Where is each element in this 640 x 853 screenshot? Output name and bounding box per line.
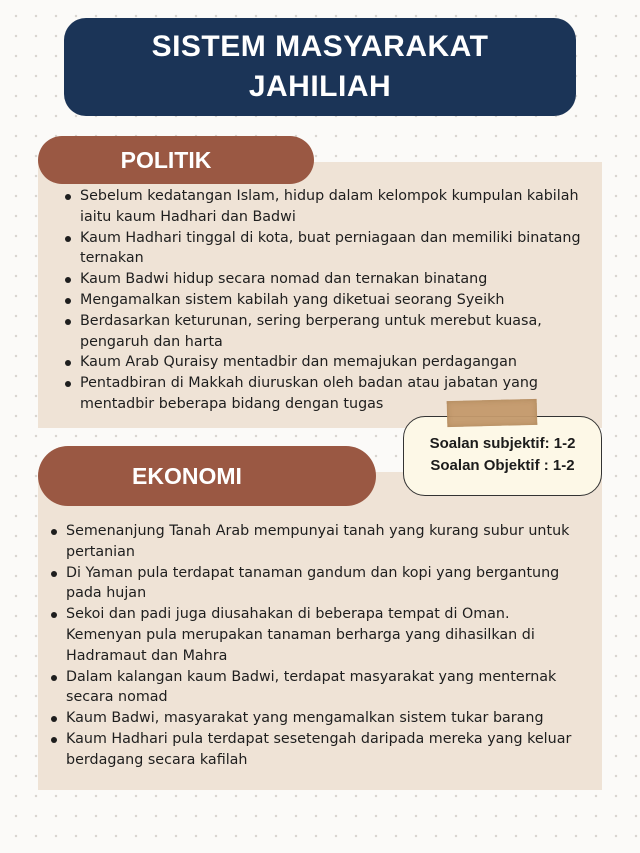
tape-decoration (447, 399, 538, 427)
list-item: Dalam kalangan kaum Badwi, terdapat masyarakat yang menternak secara nomad (48, 667, 588, 709)
list-item: Pentadbiran di Makkah diuruskan oleh badan atau jabatan yang mentadbir beberapa bidang dengan tugas (62, 373, 592, 415)
list-item: Kaum Hadhari pula terdapat sesetengah daripada mereka yang keluar berdagang secara kafilah (48, 729, 588, 771)
title-line-1: SISTEM MASYARAKAT (151, 30, 489, 63)
list-item: Kaum Arab Quraisy mentadbir dan memajukan perdagangan (62, 352, 592, 373)
politik-list (62, 186, 592, 415)
note-objective: Soalan Objektif : 1-2 (430, 457, 575, 474)
ekonomi-heading: EKONOMI (38, 446, 376, 506)
list-item: Kaum Hadhari tinggal di kota, buat perniagaan dan memiliki binatang ternakan (62, 228, 592, 270)
politik-heading: POLITIK (38, 136, 314, 184)
list-item: Berdasarkan keturunan, sering berperang untuk merebut kuasa, pengaruh dan harta (62, 311, 592, 353)
list-item: Kaum Badwi, masyarakat yang mengamalkan sistem tukar barang (48, 708, 588, 729)
page-title (152, 27, 489, 107)
list-item: Di Yaman pula terdapat tanaman gandum dan kopi yang bergantung pada hujan (48, 563, 588, 605)
ekonomi-list (48, 521, 588, 771)
list-item: Mengamalkan sistem kabilah yang diketuai seorang Syeikh (62, 290, 592, 311)
question-note (403, 416, 602, 496)
note-subjective: Soalan subjektif: 1-2 (429, 435, 576, 452)
list-item: Sebelum kedatangan Islam, hidup dalam kelompok kumpulan kabilah iaitu kaum Hadhari dan Badwi (62, 186, 592, 228)
title-line-2: JAHILIAH (248, 70, 392, 103)
list-item: Sekoi dan padi juga diusahakan di beberapa tempat di Oman. Kemenyan pula merupakan tanaman berharga yang dihasilkan di Hadramaut dan Mahra (48, 604, 588, 666)
list-item: Kaum Badwi hidup secara nomad dan ternakan binatang (62, 269, 592, 290)
title-banner (64, 18, 576, 116)
list-item: Semenanjung Tanah Arab mempunyai tanah yang kurang subur untuk pertanian (48, 521, 588, 563)
